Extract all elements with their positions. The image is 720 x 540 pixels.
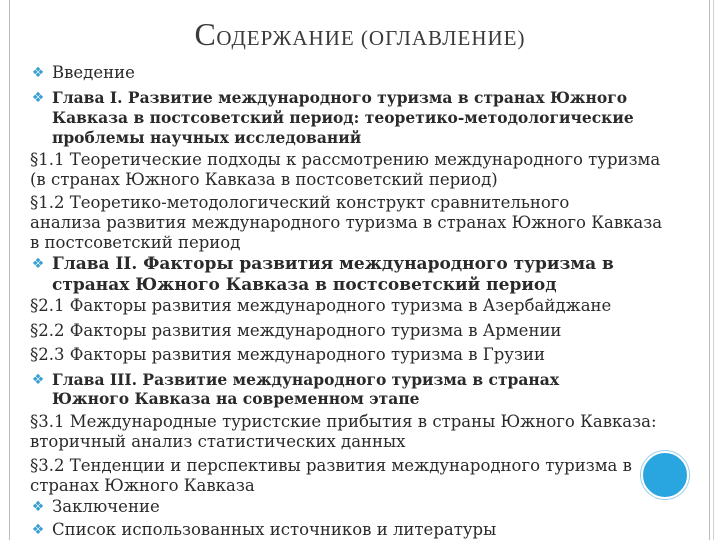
toc-line-text: §2.2 Факторы развития международного туризма в Армении	[30, 321, 562, 340]
decorative-circle-icon	[641, 451, 689, 499]
toc-line-text: Кавказа в постсоветский период: теоретико-методологические	[52, 108, 634, 127]
toc-line-text: §1.1 Теоретические подходы к рассмотрению международного туризма	[30, 150, 661, 169]
toc-line-text: анализа развития международного туризма в странах Южного Кавказа	[30, 213, 663, 232]
diamond-bullet-icon: ❖	[31, 499, 45, 515]
toc-line-text: странах Южного Кавказа	[30, 476, 255, 495]
toc-line-text: Заключение	[52, 497, 160, 516]
slide-title-initial: С	[194, 16, 217, 52]
diamond-bullet-icon: ❖	[31, 65, 45, 81]
toc-line-text: Введение	[52, 63, 135, 82]
toc-line-text: Глава I. Развитие международного туризма в странах Южного	[52, 88, 628, 107]
diamond-bullet-icon: ❖	[31, 372, 45, 388]
toc-line-text: Южного Кавказа на современном этапе	[52, 389, 420, 408]
toc-line-text: вторичный анализ статистических данных	[30, 432, 406, 451]
toc-line-text: §3.2 Тенденции и перспективы развития международного туризма в	[30, 456, 632, 475]
diamond-bullet-icon: ❖	[31, 522, 45, 538]
toc-line-text: §2.3 Факторы развития международного туризма в Грузии	[30, 345, 545, 364]
diamond-bullet-icon: ❖	[31, 256, 45, 272]
toc-line-text: (в странах Южного Кавказа в постсоветский период)	[30, 170, 498, 189]
toc-line-text: в постсоветский период	[30, 233, 241, 252]
toc-line-text: странах Южного Кавказа в постсоветский период	[52, 275, 557, 295]
toc-line-text: §2.1 Факторы развития международного туризма в Азербайджане	[30, 296, 612, 315]
slide-title-rest: ОДЕРЖАНИЕ (ОГЛАВЛЕНИЕ)	[216, 26, 526, 50]
toc-line-text: проблемы научных исследований	[52, 128, 362, 147]
toc-line-text: §1.2 Теоретико-методологический конструкт сравнительного	[30, 193, 570, 212]
diamond-bullet-icon: ❖	[31, 90, 45, 106]
toc-line-text: Список использованных источников и литературы	[52, 520, 497, 539]
toc-line-text: §3.1 Международные туристские прибытия в страны Южного Кавказа:	[30, 412, 657, 431]
toc-line-text: Глава III. Развитие международного туризма в странах	[52, 370, 560, 389]
toc-line-text: Глава II. Факторы развития международного туризма в	[52, 254, 614, 274]
